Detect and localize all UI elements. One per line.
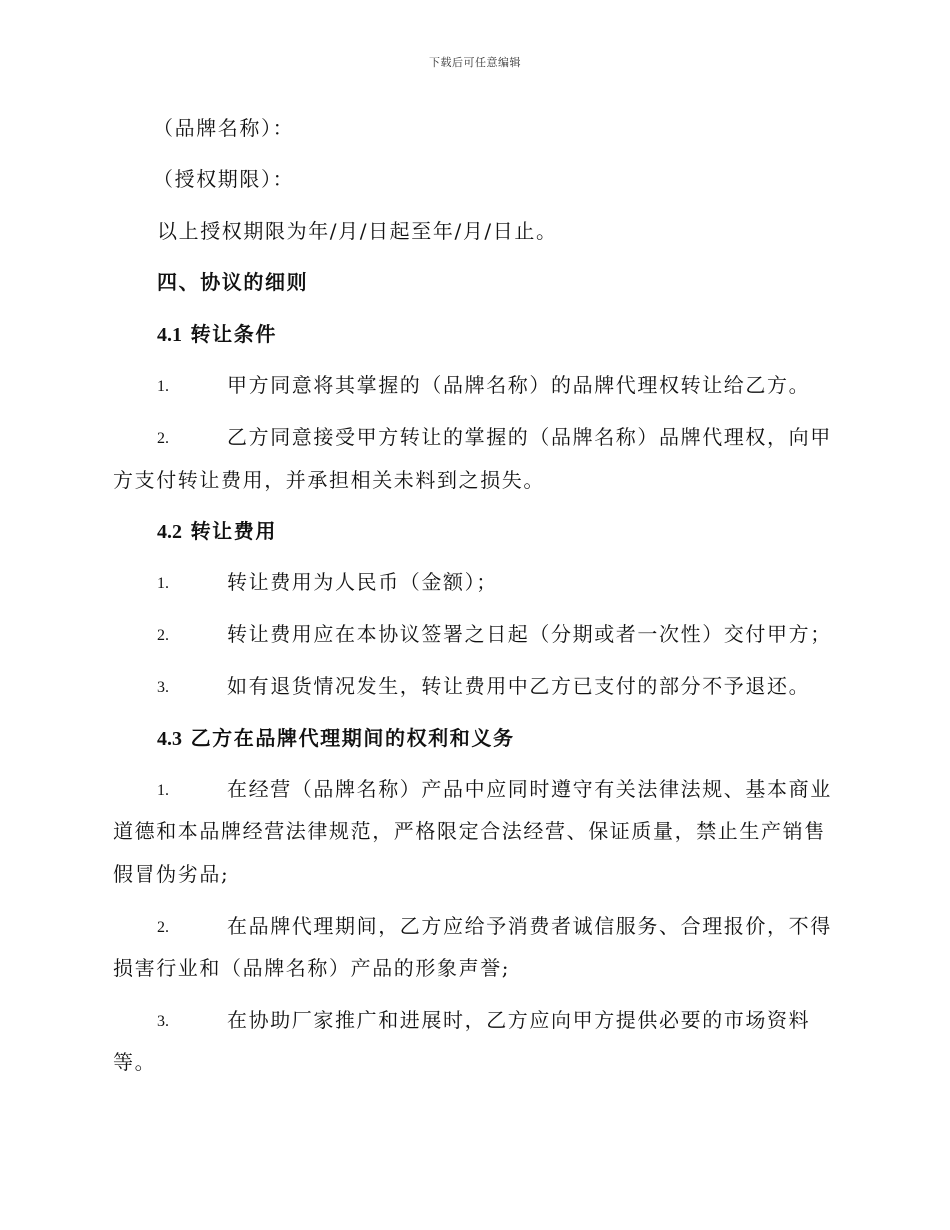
brand-name-line: （品牌名称）：	[153, 116, 295, 140]
list-item-number: 1.	[157, 575, 169, 592]
page-header: 下载后可任意编辑	[429, 56, 521, 69]
section-4-3-title: 乙方在品牌代理期间的权利和义务	[190, 726, 515, 750]
list-item-continuation: 方支付转让费用，并承担相关未料到之损失。	[113, 468, 545, 492]
section-4-2-heading	[157, 517, 277, 546]
section-4-3-number: 4.3	[157, 728, 182, 750]
section-4-1-title: 转让条件	[190, 322, 277, 346]
section-4-1-heading	[157, 320, 277, 349]
section-4-2-title: 转让费用	[190, 519, 277, 543]
period-statement: 以上授权期限为年/月/日起至年/月/日止。	[157, 219, 558, 243]
list-item-text: 乙方同意接受甲方转让的掌握的（品牌名称）品牌代理权，向甲	[227, 425, 832, 449]
section-4-2-number: 4.2	[157, 521, 182, 543]
auth-period-line: （授权期限）：	[153, 167, 295, 191]
list-item-number: 2.	[157, 627, 169, 644]
list-item-continuation: 损害行业和（品牌名称）产品的形象声誉;	[113, 956, 511, 980]
list-item-number: 3.	[157, 1013, 169, 1030]
list-item-continuation: 等。	[113, 1050, 157, 1074]
list-item-number: 3.	[157, 679, 169, 696]
list-item-continuation: 假冒伪劣品;	[113, 862, 230, 886]
list-item-text: 甲方同意将其掌握的（品牌名称）的品牌代理权转让给乙方。	[227, 373, 811, 397]
section-4-1-number: 4.1	[157, 324, 182, 346]
list-item-number: 2.	[157, 919, 169, 936]
list-item-text: 在协助厂家推广和进展时，乙方应向甲方提供必要的市场资料	[227, 1008, 811, 1032]
list-item-number: 1.	[157, 378, 169, 395]
section-4-3-heading	[157, 724, 515, 753]
section-4-title: 四、协议的细则	[157, 270, 309, 294]
list-item-text: 转让费用为人民币（金额）；	[227, 570, 498, 594]
list-item-number: 2.	[157, 430, 169, 447]
list-item-text: 如有退货情况发生，转让费用中乙方已支付的部分不予退还。	[227, 674, 811, 698]
list-item-text: 在经营（品牌名称）产品中应同时遵守有关法律法规、基本商业	[227, 777, 832, 801]
list-item-number: 1.	[157, 782, 169, 799]
list-item-text: 转让费用应在本协议签署之日起（分期或者一次性）交付甲方；	[227, 622, 832, 646]
list-item-text: 在品牌代理期间，乙方应给予消费者诚信服务、合理报价，不得	[227, 914, 832, 938]
list-item-continuation: 道德和本品牌经营法律规范，严格限定合法经营、保证质量，禁止生产销售	[113, 819, 826, 843]
